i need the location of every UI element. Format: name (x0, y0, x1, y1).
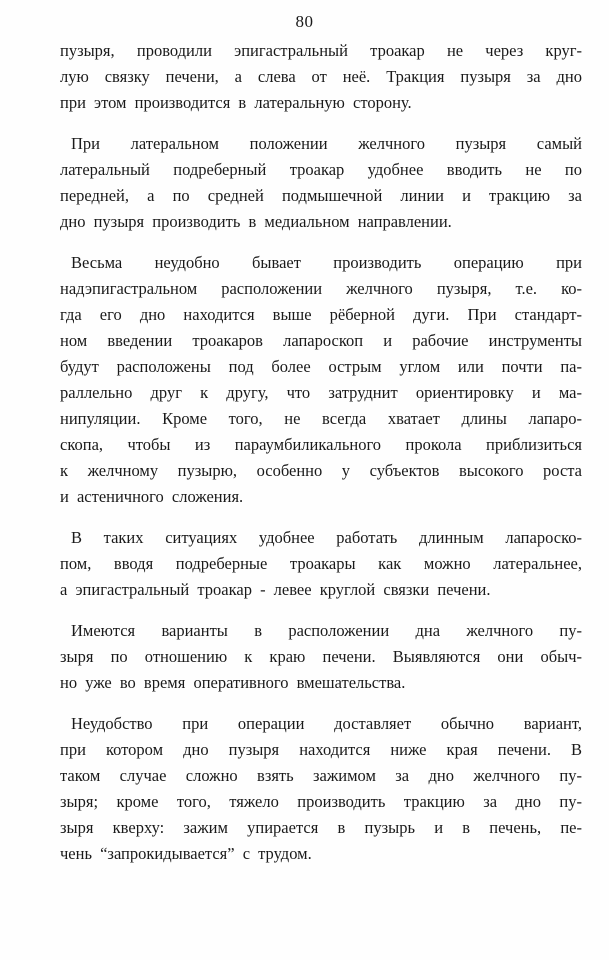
text-line: пузыря, проводили эпигастральный троакар не через круг- (60, 41, 582, 60)
text-line: лую связку печени, а слева от неё. Тракция пузыря за дно (60, 67, 582, 86)
paragraph (60, 131, 582, 235)
text-line: при котором дно пузыря находится ниже края печени. В (60, 740, 582, 759)
text-line: зыря по отношению к краю печени. Выявляются они обыч- (60, 647, 582, 666)
text-line: таком случае сложно взять зажимом за дно желчного пу- (60, 766, 582, 785)
text-line: надэпигастральном расположении желчного пузыря, т.е. ко- (60, 279, 582, 298)
text-line: будут расположены под более острым углом или почти па- (60, 357, 582, 376)
paragraph (60, 618, 582, 696)
text-line: дно пузыря производить в медиальном направлении. (60, 212, 452, 231)
body-text (60, 38, 582, 867)
text-line: зыря кверху: зажим упирается в пузырь и в печень, пе- (60, 818, 582, 837)
text-line: но уже во время оперативного вмешательства. (60, 673, 406, 692)
text-line: раллельно друг к другу, что затруднит ориентировку и ма- (60, 383, 582, 402)
text-line: к желчному пузырю, особенно у субъектов высокого роста (60, 461, 582, 480)
page-number: 80 (295, 12, 314, 31)
text-line: при этом производится в латеральную сторону. (60, 93, 412, 112)
text-line: и астеничного сложения. (60, 487, 244, 506)
text-line: гда его дно находится выше рёберной дуги. При стандарт- (60, 305, 582, 324)
text-line: латеральный подреберный троакар удобнее вводить не по (60, 160, 582, 179)
text-line: нипуляции. Кроме того, не всегда хватает длины лапаро- (60, 409, 582, 428)
paragraph (60, 525, 582, 603)
text-line: пом, вводя подреберные троакары как можно латеральнее, (60, 554, 582, 573)
paragraph (60, 38, 582, 116)
text-line: Имеются варианты в расположении дна желчного пу- (71, 621, 582, 640)
text-line: чень “запрокидывается” с трудом. (60, 844, 312, 863)
paragraph (60, 711, 582, 867)
text-line: а эпигастральный троакар - левее круглой связки печени. (60, 580, 491, 599)
text-line: зыря; кроме того, тяжело производить тракцию за дно пу- (60, 792, 582, 811)
paragraph (60, 250, 582, 510)
text-line: При латеральном положении желчного пузыря самый (71, 134, 582, 153)
text-line: ном введении троакаров лапароскоп и рабочие инструменты (60, 331, 582, 350)
text-line: Неудобство при операции доставляет обычно вариант, (71, 714, 582, 733)
text-line: скопа, чтобы из параумбиликального прокола приблизиться (60, 435, 582, 454)
text-line: Весьма неудобно бывает производить операцию при (71, 253, 582, 272)
text-line: передней, а по средней подмышечной линии и тракцию за (60, 186, 582, 205)
text-line: В таких ситуациях удобнее работать длинным лапароско- (71, 528, 582, 547)
